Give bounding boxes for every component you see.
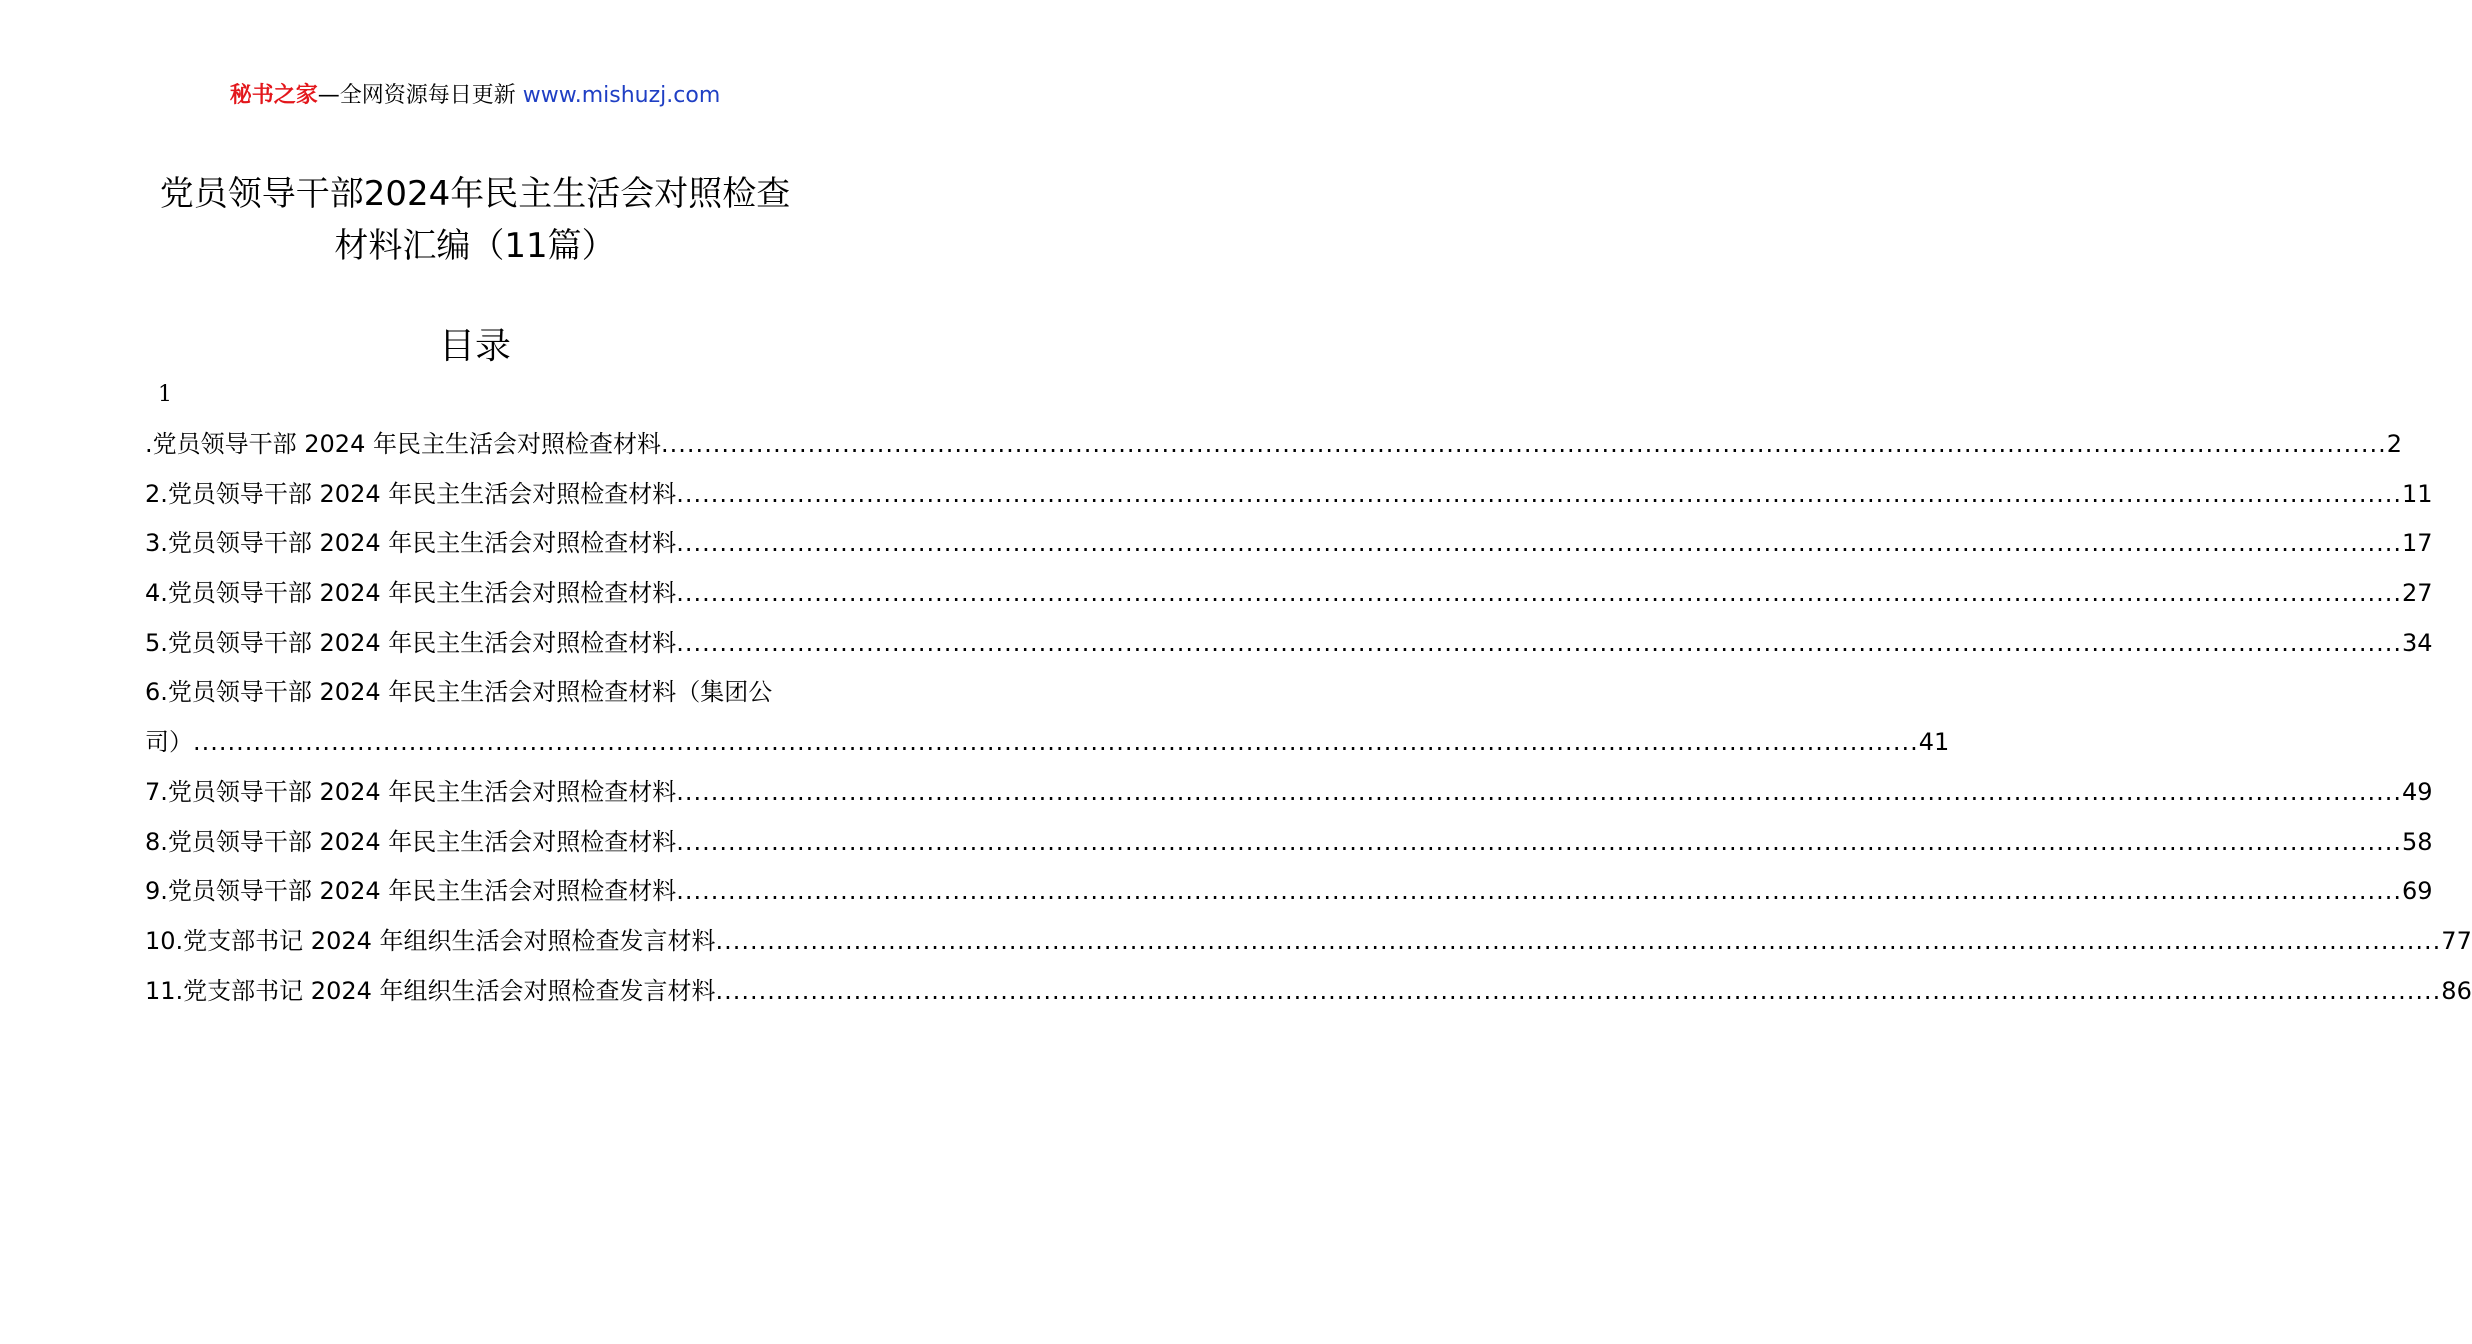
toc-entry-page: 41 (1918, 728, 1950, 757)
toc-entry-8[interactable] (145, 818, 2433, 868)
toc-entry-5[interactable] (145, 619, 2433, 669)
toc-entry-6-continued[interactable] (145, 718, 1950, 768)
toc-entry-1[interactable] (145, 420, 2403, 470)
toc-leader-dots: ........................................................................................................................................................................................................ (660, 430, 2387, 458)
toc-entry-label: 8.党员领导干部 2024 年民主生活会对照检查材料 (145, 827, 677, 856)
toc-entry-label: 11.党支部书记 2024 年组织生活会对照检查发言材料 (145, 976, 716, 1005)
toc-entry-page: 58 (2402, 827, 2433, 856)
toc-entry-label: 2.党员领导干部 2024 年民主生活会对照检查材料 (145, 479, 677, 508)
toc-entry-11[interactable] (145, 967, 2472, 1017)
toc-entry-label: 9.党员领导干部 2024 年民主生活会对照检查材料 (145, 877, 677, 906)
toc-leader-dots: ........................................................................................................................................................................................................ (715, 926, 2442, 955)
toc-leader-dots: ........................................................................................................................................................................................................ (676, 529, 2403, 558)
site-brand: 秘书之家 (229, 83, 318, 108)
toc-entry-page: 11 (2402, 479, 2433, 508)
toc-entry-9[interactable] (145, 867, 2433, 917)
site-tagline: —全网资源每日更新 (317, 83, 516, 108)
toc-entry-page: 49 (2402, 777, 2433, 806)
toc-entry-label: 3.党员领导干部 2024 年民主生活会对照检查材料 (145, 529, 677, 558)
toc-entry-page: 86 (2441, 976, 2472, 1005)
document-title-line-2: 材料汇编（11篇） (334, 226, 616, 266)
toc-entry-page: 77 (2441, 926, 2472, 955)
toc-entry-label: 7.党员领导干部 2024 年民主生活会对照检查材料 (145, 777, 677, 806)
toc-entry-6[interactable] (145, 668, 805, 718)
toc-leader-dots: ........................................................................................................................................................................................................ (676, 579, 2403, 608)
toc-list (145, 420, 2472, 1016)
toc-entry-label: 10.党支部书记 2024 年组织生活会对照检查发言材料 (145, 926, 716, 955)
toc-entry-4[interactable] (145, 569, 2433, 619)
toc-entry-label: 6.党员领导干部 2024 年民主生活会对照检查材料（集团公 (145, 678, 773, 707)
toc-entry-page: 17 (2402, 529, 2433, 558)
document-title (100, 168, 850, 272)
toc-leader-dots: ........................................................................................................................................................................................................ (676, 777, 2403, 806)
toc-leader-dots: ........................................................................................................................................................................................................ (676, 628, 2403, 657)
toc-leader-dots: ........................................................................................................................................................................................................ (676, 827, 2403, 856)
toc-stray-number: 1 (158, 382, 172, 407)
document-title-line-1: 党员领导干部2024年民主生活会对照检查 (159, 174, 791, 214)
toc-entry-10[interactable] (145, 917, 2472, 967)
toc-entry-2[interactable] (145, 470, 2433, 520)
toc-entry-3[interactable] (145, 519, 2433, 569)
toc-entry-page: 34 (2402, 628, 2433, 657)
site-header (0, 80, 950, 112)
toc-entry-page: 27 (2402, 579, 2433, 608)
toc-entry-label: .党员领导干部 2024 年民主生活会对照检查材料 (145, 430, 661, 458)
toc-entry-label: 司） (145, 728, 193, 757)
toc-entry-label: 4.党员领导干部 2024 年民主生活会对照检查材料 (145, 579, 677, 608)
toc-entry-7[interactable] (145, 768, 2433, 818)
toc-entry-page: 2 (2386, 430, 2403, 458)
toc-leader-dots: ........................................................................................................................................................................................................ (193, 728, 1919, 757)
toc-leader-dots: ........................................................................................................................................................................................................ (676, 877, 2403, 906)
toc-entry-page: 69 (2402, 877, 2433, 906)
toc-leader-dots: ........................................................................................................................................................................................................ (676, 479, 2403, 508)
toc-entry-label: 5.党员领导干部 2024 年民主生活会对照检查材料 (145, 628, 677, 657)
toc-leader-dots: ........................................................................................................................................................................................................ (715, 976, 2442, 1005)
site-url-link[interactable]: www.mishuzj.com (522, 83, 721, 108)
toc-heading: 目录 (438, 326, 511, 367)
